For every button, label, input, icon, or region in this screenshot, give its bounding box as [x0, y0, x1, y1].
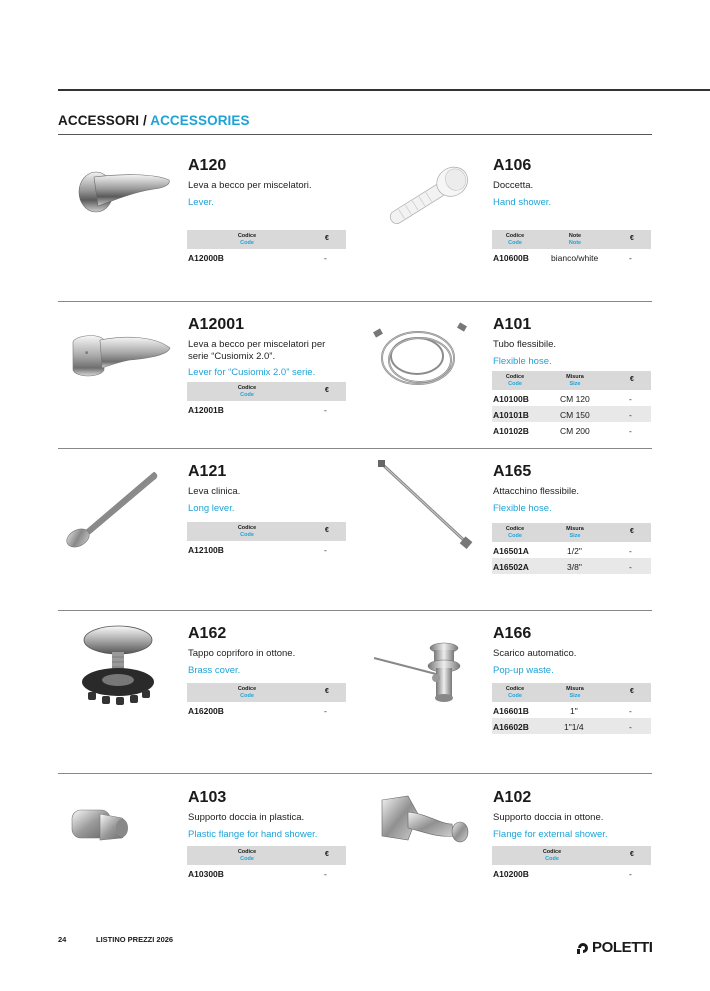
product-a103	[188, 789, 348, 840]
product-code: A166	[493, 625, 532, 642]
header-euro: €	[325, 688, 329, 695]
row-price: -	[629, 394, 632, 404]
header-euro: €	[325, 527, 329, 534]
plastic-flange-image	[70, 800, 132, 850]
row-price: -	[324, 545, 327, 555]
row-price: -	[629, 562, 632, 572]
description-it: Tubo flessibile.	[493, 339, 557, 350]
table-header	[492, 523, 651, 542]
long-lever-image	[64, 468, 160, 550]
table-row	[492, 249, 651, 265]
description-en: Flexible hose.	[493, 355, 552, 367]
product-a101	[493, 316, 653, 367]
row-code: A16602B	[493, 722, 529, 732]
brand-logo	[576, 939, 653, 956]
svg-text:■: ■	[85, 350, 89, 356]
table-row	[492, 558, 651, 574]
row-note: bianco/white	[551, 253, 599, 263]
header-code: Codice Code	[237, 385, 257, 398]
product-code: A121	[188, 463, 227, 480]
section-title: ACCESSORI / ACCESSORIES	[58, 113, 250, 128]
product-a162	[188, 625, 348, 676]
description-it: Supporto doccia in plastica.	[188, 812, 305, 823]
table-header	[187, 683, 346, 702]
page-number: 24	[58, 935, 67, 944]
header-size: Misura Size	[566, 374, 584, 387]
row-code: A16502A	[493, 562, 529, 572]
header-code: Codice Code	[237, 849, 257, 862]
header-code: Codice Code	[237, 686, 257, 699]
description-en: Flange for external shower.	[493, 828, 608, 840]
header-note: Note Note	[568, 233, 582, 246]
header-code: Codice Code	[237, 525, 257, 538]
row-code: A10600B	[493, 253, 529, 263]
top-rule	[58, 89, 710, 91]
row-separator	[58, 301, 652, 302]
row-price: -	[324, 706, 327, 716]
row-separator	[58, 610, 652, 611]
brass-flange-image	[378, 794, 472, 848]
row-price: -	[629, 426, 632, 436]
flexible-hose-image	[372, 320, 472, 392]
product-a121	[188, 463, 348, 514]
table-row	[187, 401, 346, 417]
row-code: A10102B	[493, 426, 529, 436]
row-separator	[58, 773, 652, 774]
description-it: Leva a becco per miscelatori per serie “Cusiomix 2.0”.	[188, 339, 326, 362]
description-en: Long lever.	[188, 502, 235, 514]
row-separator	[58, 448, 652, 449]
product-code: A106	[493, 157, 532, 174]
description-en: Hand shower.	[493, 196, 552, 208]
row-code: A12100B	[188, 545, 224, 555]
table-header	[187, 846, 346, 865]
description-en: Lever for “Cusiomix 2.0” serie.	[188, 367, 316, 378]
description-it: Supporto doccia in ottone.	[493, 812, 604, 823]
product-a120	[188, 157, 348, 208]
row-code: A16200B	[188, 706, 224, 716]
price-table	[187, 230, 346, 265]
header-euro: €	[630, 851, 634, 858]
header-code: Codice Code	[505, 233, 525, 246]
header-euro: €	[630, 376, 634, 383]
table-row	[492, 390, 651, 406]
price-table	[492, 230, 651, 265]
product-code: A165	[493, 463, 532, 480]
row-size: CM 200	[560, 426, 590, 436]
table-row	[492, 702, 651, 718]
product-a166	[493, 625, 653, 676]
row-size: 1/2"	[567, 546, 582, 556]
row-price: -	[324, 253, 327, 263]
header-code: Codice Code	[505, 686, 525, 699]
header-size: Misura Size	[566, 526, 584, 539]
description-en: Pop-up waste.	[493, 664, 554, 676]
table-row	[187, 541, 346, 557]
lever-image	[70, 330, 174, 380]
description-it: Leva a becco per miscelatori.	[188, 180, 312, 191]
row-price: -	[324, 405, 327, 415]
price-table	[492, 846, 651, 881]
brass-cover-image	[78, 624, 158, 708]
hand-shower-image	[376, 162, 476, 228]
row-size: 3/8"	[567, 562, 582, 572]
row-code: A10300B	[188, 869, 224, 879]
price-table	[492, 683, 651, 734]
product-a102	[493, 789, 653, 840]
row-code: A16601B	[493, 706, 529, 716]
row-price: -	[629, 869, 632, 879]
row-price: -	[629, 706, 632, 716]
row-code: A12001B	[188, 405, 224, 415]
product-code: A101	[493, 316, 532, 333]
pop-up-waste-image	[370, 638, 474, 708]
row-size: 1"1/4	[564, 722, 584, 732]
description-it: Scarico automatico.	[493, 648, 577, 659]
header-euro: €	[630, 688, 634, 695]
row-code: A16501A	[493, 546, 529, 556]
row-price: -	[629, 546, 632, 556]
header-code: Codice Code	[542, 849, 562, 862]
table-header	[187, 382, 346, 401]
header-euro: €	[325, 235, 329, 242]
header-euro: €	[630, 235, 634, 242]
header-code: Codice Code	[237, 233, 257, 246]
table-row	[187, 249, 346, 265]
table-header	[187, 230, 346, 249]
row-size: 1"	[570, 706, 578, 716]
description-en: Flexible hose.	[493, 502, 552, 514]
description-it: Leva clinica.	[188, 486, 241, 497]
product-a165	[493, 463, 653, 514]
table-row	[187, 702, 346, 718]
product-code: A103	[188, 789, 227, 806]
table-row	[492, 865, 651, 881]
header-size: Misura Size	[566, 686, 584, 699]
table-header	[187, 522, 346, 541]
description-en: Lever.	[188, 196, 214, 208]
table-row	[492, 718, 651, 734]
table-row	[187, 865, 346, 881]
price-table	[492, 371, 651, 438]
section-rule	[58, 134, 652, 135]
row-price: -	[629, 722, 632, 732]
header-code: Codice Code	[505, 526, 525, 539]
product-a106	[493, 157, 653, 208]
row-code: A12000B	[188, 253, 224, 263]
header-euro: €	[325, 387, 329, 394]
row-code: A10101B	[493, 410, 529, 420]
table-row	[492, 422, 651, 438]
row-price: -	[324, 869, 327, 879]
product-code: A120	[188, 157, 227, 174]
table-header	[492, 230, 651, 249]
price-table	[492, 523, 651, 574]
price-table	[187, 522, 346, 557]
product-code: A12001	[188, 316, 245, 333]
row-code: A10200B	[493, 869, 529, 879]
table-header	[492, 846, 651, 865]
product-code: A102	[493, 789, 532, 806]
brand-name: POLETTI	[592, 939, 653, 956]
price-table	[187, 846, 346, 881]
header-euro: €	[630, 528, 634, 535]
price-table	[187, 683, 346, 718]
description-en: Brass cover.	[188, 664, 241, 676]
description-en: Plastic flange for hand shower.	[188, 828, 318, 840]
row-price: -	[629, 253, 632, 263]
description-it: Attacchino flessibile.	[493, 486, 580, 497]
row-size: CM 120	[560, 394, 590, 404]
brand-mark-icon	[576, 941, 590, 955]
price-table	[187, 382, 346, 417]
product-a12001	[188, 316, 348, 379]
row-code: A10100B	[493, 394, 529, 404]
footer-title: LISTINO PREZZI 2026	[96, 935, 174, 944]
lever-image	[74, 164, 174, 220]
description-it: Tappo copriforo in ottone.	[188, 648, 296, 659]
table-header	[492, 683, 651, 702]
flexible-connector-image	[376, 460, 476, 550]
row-price: -	[629, 410, 632, 420]
table-row	[492, 542, 651, 558]
table-header	[492, 371, 651, 390]
header-code: Codice Code	[505, 374, 525, 387]
header-euro: €	[325, 851, 329, 858]
row-size: CM 150	[560, 410, 590, 420]
product-code: A162	[188, 625, 227, 642]
description-it: Doccetta.	[493, 180, 534, 191]
table-row	[492, 406, 651, 422]
